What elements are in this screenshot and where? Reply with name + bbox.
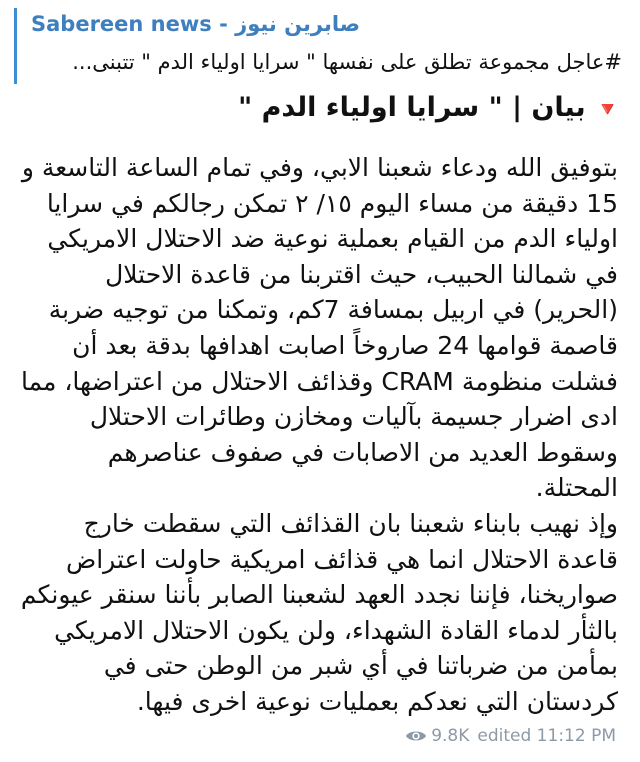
red-triangle-icon: 🔻 [595,97,620,121]
post-title-row [238,92,620,123]
views-group [405,726,469,746]
post-paragraph: وإذ نهيب بابناء شعبنا بان القذائف التي سقطت خارج قاعدة الاحتلال انما هي قذائف امريكية حاولت اعتراض صواريخنا، فإننا نجدد العهد لشعبنا الصابر بأننا سنقر عيونكم بالثأر لدماء القادة الشهداء، ولن يكون الاحتلال الامريكي بمأمن من ضرباتنا في أي شبر من الوطن حتى في كردستان التي نعدكم بعمليات نوعية اخرى فيها. [20,508,618,716]
post-title: بيان | " سرايا اولياء الدم " [238,92,586,123]
reply-quote[interactable] [14,8,626,84]
reply-snippet: #عاجل مجموعة تطلق على نفسها " سرايا اولياء الدم " تتبنى... [72,50,622,74]
post-body [18,150,618,720]
edited-time: edited 11:12 PM [477,726,616,746]
reply-channel-name: Sabereen news - صابرين نيوز [31,12,361,36]
eye-icon [405,728,427,744]
views-count: 9.8K [431,726,470,746]
post-meta [405,726,616,746]
post-paragraph: بتوفيق الله ودعاء شعبنا الابي، وفي تمام الساعة التاسعة و 15 دقيقة من مساء اليوم ١٥/ ٢ تمكن رجالكم في سرايا اولياء الدم من القيام بعملية نوعية ضد الاحتلال الامريكي في شمالنا الحبيب، حيث اقتربنا من قاعدة الاحتلال (الحرير) في اربيل بمسافة 7كم، وتمكنا من توجيه ضربة قاصمة قوامها 24 صاروخاً اصابت اهدافها بدقة بعد أن فشلت منظومة CRAM وقذائف الاحتلال من اعتراضها، مما ادى اضرار جسيمة بآليات ومخازن وطائرات الاحتلال وسقوط العديد من الاصابات في صفوف عناصرهم المحتلة. [20,153,618,503]
